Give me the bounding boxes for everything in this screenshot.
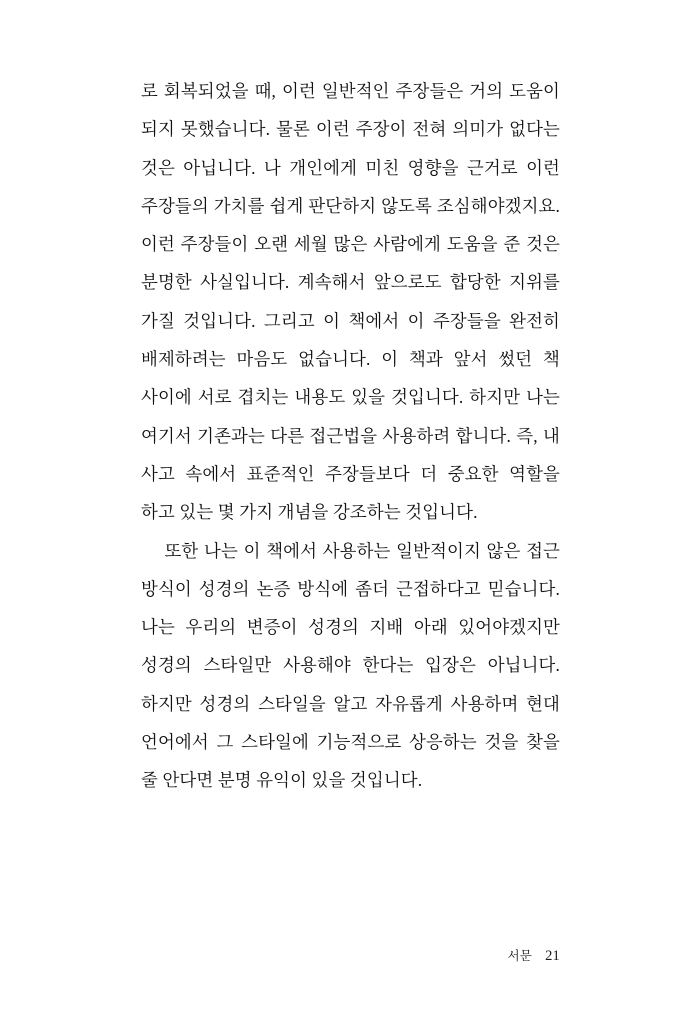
footer-section-label: 서문 <box>507 949 533 963</box>
body-text <box>141 72 560 800</box>
page-footer <box>141 946 560 968</box>
paragraph-1: 로 회복되었을 때, 이런 일반적인 주장들은 거의 도움이 되지 못했습니다. 물론 이런 주장이 전혀 의미가 없다는 것은 아닙니다. 나 개인에게 미친 영향을 근거로 이런 주장들의 가치를 쉽게 판단하지 않도록 조심해야겠지요. 이런 주장들이 오랜 세월 많은 사람에게 도움을 준 것은 분명한 사실입니다. 계속해서 앞으로도 합당한 지위를 가질 것입니다. 그리고 이 책에서 이 주장들을 완전히 배제하려는 마음도 없습니다. 이 책과 앞서 썼던 책 사이에 서로 겹치는 내용도 있을 것입니다. 하지만 나는 여기서 기존과는 다른 접근법을 사용하려 합니다. 즉, 내 사고 속에서 표준적인 주장들보다 더 중요한 역할을 하고 있는 몇 가지 개념을 강조하는 것입니다. <box>141 81 560 523</box>
page-number: 21 <box>545 948 560 964</box>
paragraph-2: 또한 나는 이 책에서 사용하는 일반적이지 않은 접근 방식이 성경의 논증 방식에 좀더 근접하다고 믿습니다. 나는 우리의 변증이 성경의 지배 아래 있어야겠지만 성경의 스타일만 사용해야 한다는 입장은 아닙니다. 하지만 성경의 스타일을 알고 자유롭게 사용하며 현대 언어에서 그 스타일에 기능적으로 상응하는 것을 찾을 줄 안다면 분명 유익이 있을 것입니다. <box>141 540 560 791</box>
